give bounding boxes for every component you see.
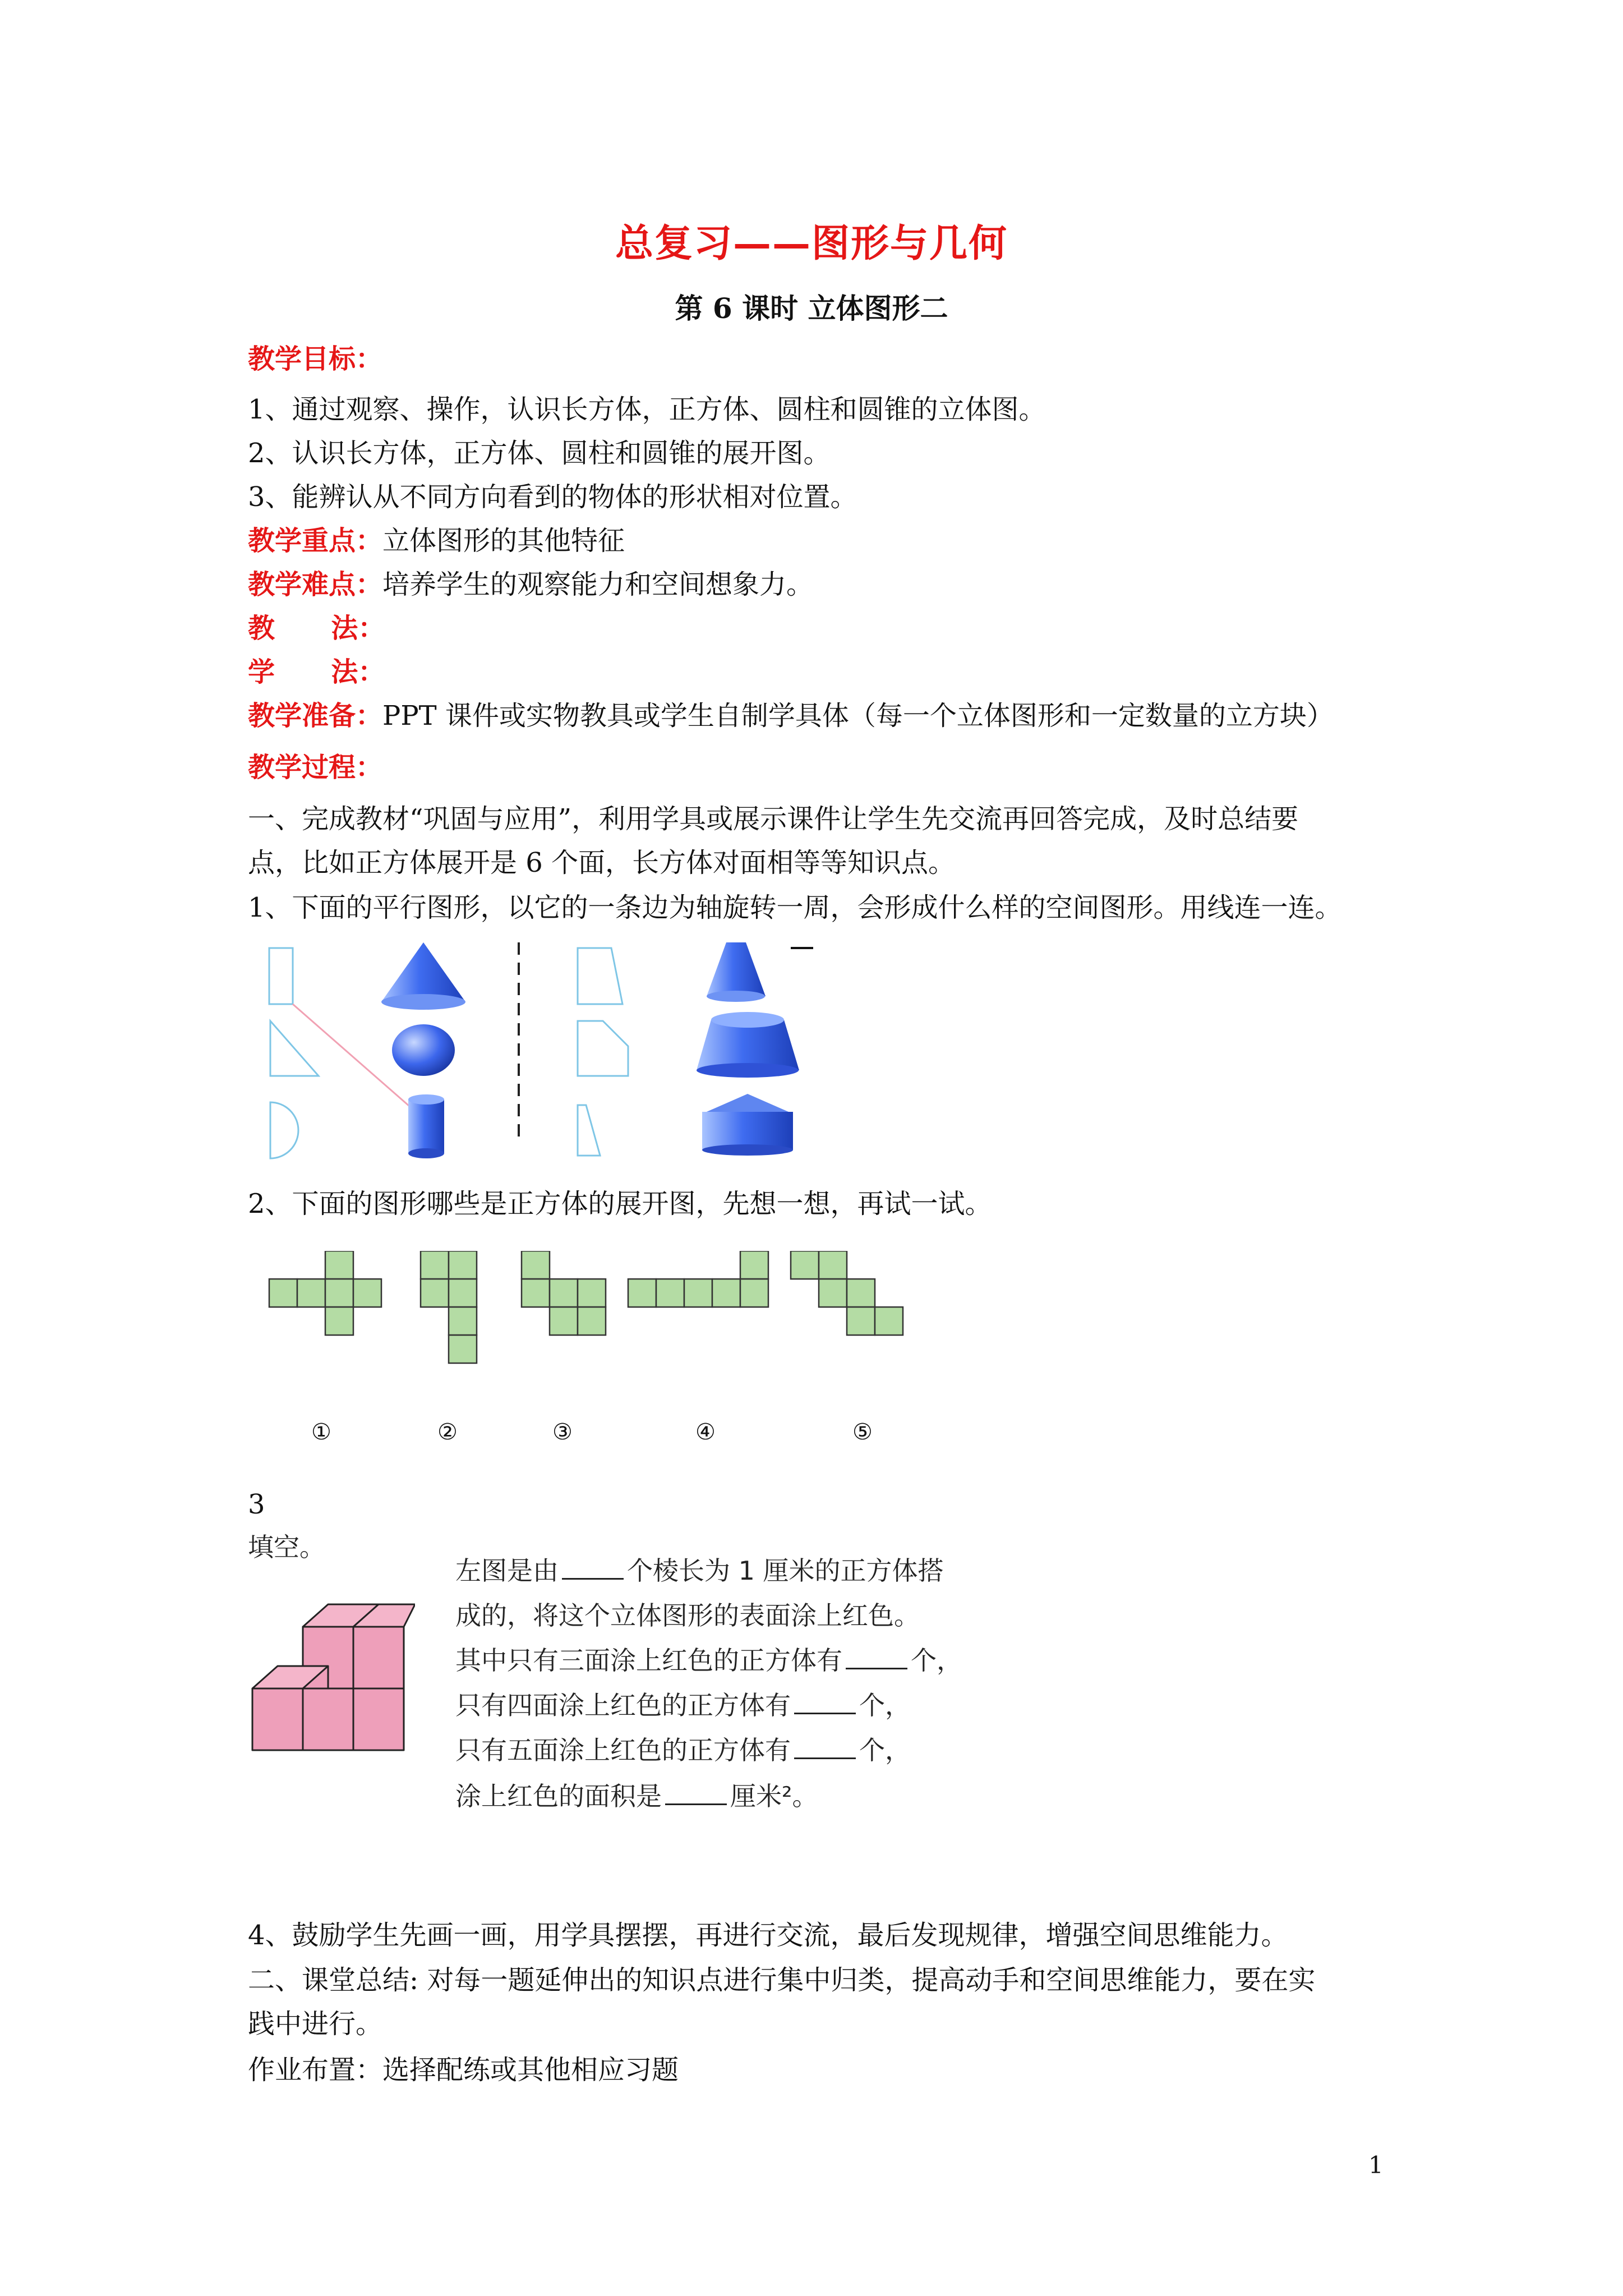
summary-line-1: 二、课堂总结: 对每一题延伸出的知识点进行集中归类，提高动手和空间思维能力，要在实 — [248, 1964, 1316, 1996]
cube-net-1 — [269, 1251, 381, 1335]
cylinder-solid — [408, 1094, 444, 1158]
cube-net-5 — [791, 1251, 903, 1335]
q3-line-4-text: 只有四面涂上红色的正方体有 — [455, 1690, 791, 1720]
preparation-text: PPT 课件或实物教具或学生自制学具体（每一个立体图形和一定数量的立方块） — [382, 700, 1334, 731]
q3-line-4 — [455, 1688, 911, 1722]
pentagon-shape — [578, 1021, 628, 1076]
objectives-label: 教学目标： — [248, 343, 383, 375]
preparation-row — [248, 699, 1334, 733]
answer-blank-2[interactable] — [846, 1645, 907, 1669]
learn-method-label: 学 法： — [248, 656, 385, 688]
answer-blank-5[interactable] — [665, 1781, 727, 1805]
cube-net-4 — [628, 1251, 768, 1307]
process-intro-line-2: 点，比如正方体展开是 6 个面，长方体对面相等等知识点。 — [248, 847, 956, 878]
objective-3: 3、能辨认从不同方向看到的物体的形状相对位置。 — [248, 481, 857, 513]
q3-line-5-text: 只有五面涂上红色的正方体有 — [455, 1735, 791, 1765]
stacked-cubes-figure — [247, 1582, 415, 1767]
homework: 作业布置：选择配练或其他相应习题 — [248, 2054, 679, 2086]
difficulty-label: 教学难点： — [248, 569, 383, 600]
frustum-small-solid — [707, 942, 766, 1002]
q3-line-3 — [455, 1644, 962, 1677]
answer-blank-1[interactable] — [562, 1556, 624, 1580]
objective-2: 2、认识长方体，正方体、圆柱和圆锥的展开图。 — [248, 438, 831, 469]
q3-line-1-suffix: 个棱长为 1 厘米的正方体搭 — [627, 1556, 944, 1586]
process-label: 教学过程： — [248, 752, 383, 783]
trapezoid-shape — [578, 948, 623, 1004]
q3-line-6-text: 涂上红色的面积是 — [455, 1781, 662, 1811]
q3-line-3-suffix: 个， — [911, 1645, 962, 1676]
difficulty-text: 培养学生的观察能力和空间想象力。 — [382, 569, 814, 600]
preparation-label: 教学准备： — [248, 700, 383, 731]
net-label-5: ⑤ — [852, 1419, 873, 1445]
question-4: 4、鼓励学生先画一画，用学具摆摆，再进行交流，最后发现规律，增强空间思维能力。 — [248, 1920, 1288, 1951]
question-1: 1、下面的平行图形，以它的一条边为轴旋转一周，会形成什么样的空间图形。用线连一连。 — [248, 892, 1342, 923]
net-label-4: ④ — [695, 1419, 716, 1445]
sphere-solid — [392, 1024, 455, 1076]
cone-on-cylinder-solid — [702, 1094, 793, 1156]
q3-line-2-text: 成的，将这个立体图形的表面涂上红色。 — [455, 1600, 920, 1631]
page-title: 总复习——图形与几何 — [615, 221, 1008, 266]
answer-blank-3[interactable] — [794, 1690, 856, 1714]
lesson-subtitle: 第 6 课时 立体图形二 — [675, 292, 948, 325]
page-number: 1 — [1368, 2151, 1384, 2179]
semicircle-shape — [270, 1102, 298, 1158]
net-label-2: ② — [437, 1419, 458, 1445]
rectangle-shape — [269, 948, 293, 1004]
summary-line-2: 践中进行。 — [248, 2008, 383, 2040]
net-label-3: ③ — [552, 1419, 573, 1445]
narrow-trapezoid-shape — [578, 1105, 600, 1156]
q3-line-1-text: 左图是由 — [455, 1556, 559, 1586]
objective-1: 1、通过观察、操作，认识长方体，正方体、圆柱和圆锥的立体图。 — [248, 394, 1046, 425]
answer-blank-4[interactable] — [794, 1735, 856, 1759]
cube-nets — [264, 1251, 937, 1475]
cube-net-2 — [421, 1251, 477, 1363]
q3-line-1 — [455, 1554, 944, 1588]
q3-line-6 — [455, 1779, 818, 1813]
frustum-large-solid — [697, 1012, 799, 1078]
q3-line-5 — [455, 1733, 911, 1767]
triangle-shape — [270, 1021, 319, 1076]
cone-solid — [381, 942, 465, 1010]
key-point-label: 教学重点： — [248, 525, 383, 556]
q3-line-5-suffix: 个， — [859, 1735, 911, 1765]
q3-line-2 — [455, 1599, 920, 1632]
key-point-row — [248, 524, 625, 558]
key-point-text: 立体图形的其他特征 — [382, 525, 625, 556]
q3-line-4-suffix: 个， — [859, 1690, 911, 1720]
q3-line-3-text: 其中只有三面涂上红色的正方体有 — [455, 1645, 842, 1676]
process-intro-line-1: 一、完成教材“巩固与应用”，利用学具或展示课件让学生先交流再回答完成，及时总结要 — [248, 803, 1299, 835]
rotation-figure — [247, 931, 909, 1167]
difficulty-row — [248, 568, 813, 601]
question-3-label: 填空。 — [248, 1532, 325, 1562]
teach-method-label: 教 法： — [248, 613, 385, 644]
question-2: 2、下面的图形哪些是正方体的展开图，先想一想，再试一试。 — [248, 1188, 992, 1220]
net-label-1: ① — [311, 1419, 331, 1445]
q3-line-6-suffix: 厘米²。 — [730, 1781, 818, 1811]
question-3-number: 3 — [248, 1489, 265, 1520]
cube-net-3 — [522, 1251, 606, 1335]
